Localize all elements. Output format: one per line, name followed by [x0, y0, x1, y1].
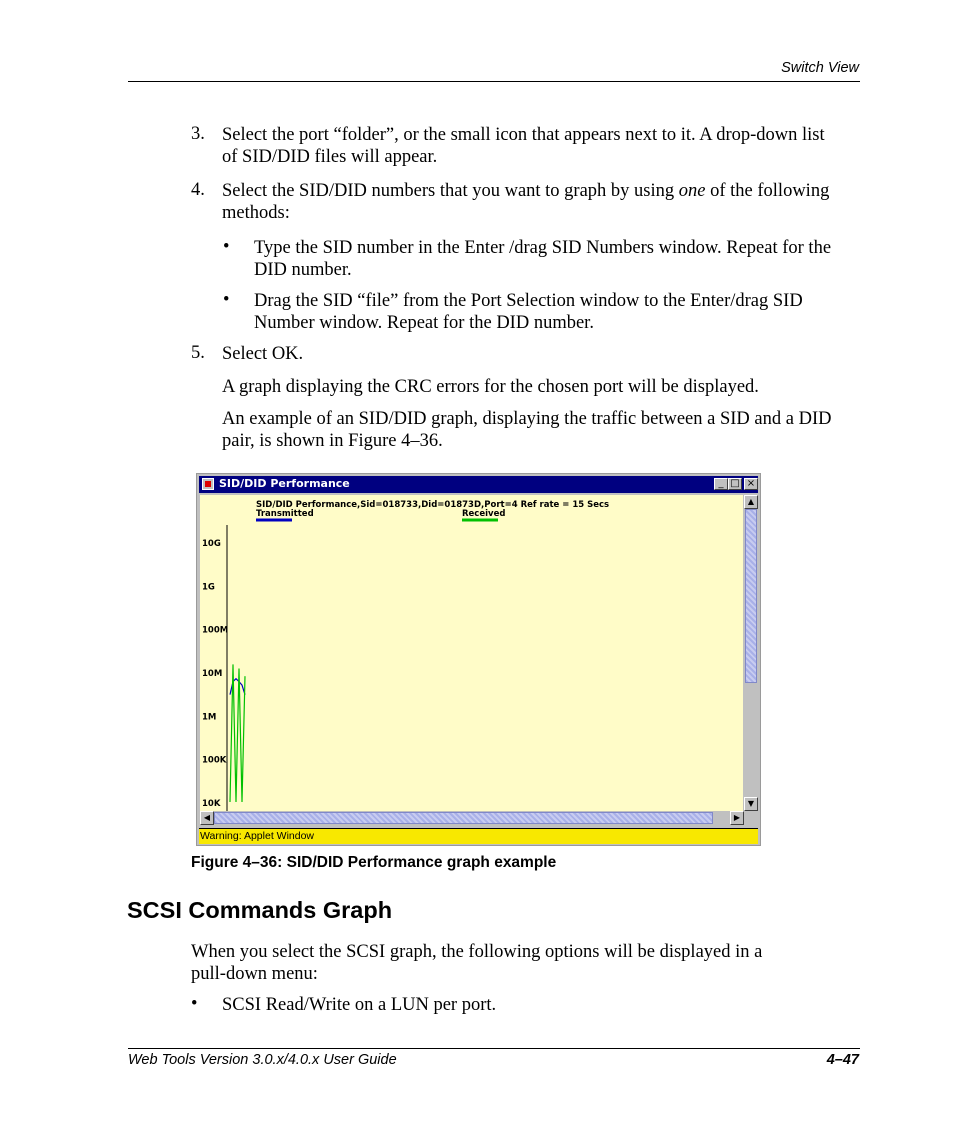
legend-label: Received [462, 509, 506, 519]
legend-label: Transmitted [256, 509, 314, 519]
step-text [222, 180, 862, 224]
chart-title: SID/DID Performance,Sid=018733,Did=01873D,Port=4 Ref rate = 15 Secs [256, 500, 610, 510]
scroll-left-button[interactable]: ◀ [200, 811, 214, 825]
paragraph-line: pair, is shown in Figure 4–36. [222, 431, 443, 451]
section-heading: SCSI Commands Graph [127, 897, 393, 923]
step-line: methods: [222, 203, 290, 223]
paragraph-line: When you select the SCSI graph, the following options will be displayed in a [191, 942, 763, 962]
running-header: Switch View [781, 60, 859, 76]
y-tick-label: 1M [202, 712, 217, 723]
scroll-right-button[interactable]: ▶ [730, 811, 744, 825]
paragraph-line: pull-down menu: [191, 964, 318, 984]
series-line [230, 664, 245, 802]
bullet-line: DID number. [254, 260, 352, 280]
step-number: 3. [191, 124, 205, 144]
window-title: SID/DID Performance [219, 477, 350, 490]
step-line: of SID/DID files will appear. [222, 147, 438, 167]
bullet-text [254, 237, 864, 281]
bullet-marker: • [191, 994, 198, 1014]
scroll-down-button[interactable]: ▼ [744, 797, 758, 811]
footer-rule [128, 1048, 860, 1049]
bullet-line: Number window. Repeat for the DID number. [254, 313, 594, 333]
step-number: 4. [191, 180, 205, 200]
applet-warning-bar [199, 828, 758, 844]
step-line: Select the SID/DID numbers that you want to graph by using one of the following [222, 181, 830, 201]
page-number: 4–47 [826, 1052, 859, 1068]
chart [200, 495, 743, 811]
result-paragraph: A graph displaying the CRC errors for the chosen port will be displayed. [222, 377, 759, 397]
bullet-line: Type the SID number in the Enter /drag SID Numbers window. Repeat for the [254, 238, 832, 258]
vertical-scroll-thumb[interactable] [745, 509, 757, 683]
y-tick-label: 100M [202, 625, 229, 636]
y-tick-label: 100K [202, 755, 227, 766]
figure-caption: Figure 4–36: SID/DID Performance graph example [191, 854, 557, 871]
vertical-scrollbar[interactable] [744, 495, 758, 811]
footer-title: Web Tools Version 3.0.x/4.0.x User Guide [128, 1052, 397, 1068]
applet-window [196, 473, 761, 846]
y-tick-label: 10M [202, 669, 223, 679]
step-number: 5. [191, 343, 205, 363]
scsi-paragraph [191, 941, 851, 985]
maximize-button[interactable]: □ [728, 478, 742, 490]
horizontal-scroll-thumb[interactable] [214, 812, 713, 824]
horizontal-scrollbar[interactable] [200, 811, 744, 825]
bullet-marker: • [223, 237, 230, 257]
close-button[interactable]: × [744, 478, 758, 490]
scroll-up-button[interactable]: ▲ [744, 495, 758, 509]
applet-warning: Warning: Applet Window [200, 830, 314, 842]
header-rule [128, 81, 860, 82]
title-bar[interactable] [199, 476, 758, 493]
y-tick-label: 10G [202, 539, 221, 549]
graph-area [200, 495, 743, 811]
step-text: Select OK. [222, 344, 304, 364]
minimize-button[interactable]: _ [714, 478, 728, 490]
paragraph-line: An example of an SID/DID graph, displaying the traffic between a SID and a DID [222, 409, 832, 429]
app-icon [202, 478, 214, 490]
bullet-text: SCSI Read/Write on a LUN per port. [222, 995, 497, 1015]
bullet-line: Drag the SID “file” from the Port Selection window to the Enter/drag SID [254, 291, 803, 311]
y-tick-label: 1G [202, 582, 215, 593]
step-line: Select the port “folder”, or the small icon that appears next to it. A drop-down list [222, 125, 825, 145]
y-tick-label: 10K [202, 799, 221, 809]
bullet-marker: • [223, 290, 230, 310]
example-paragraph [222, 408, 862, 452]
step-text [222, 124, 862, 168]
bullet-text [254, 290, 864, 334]
